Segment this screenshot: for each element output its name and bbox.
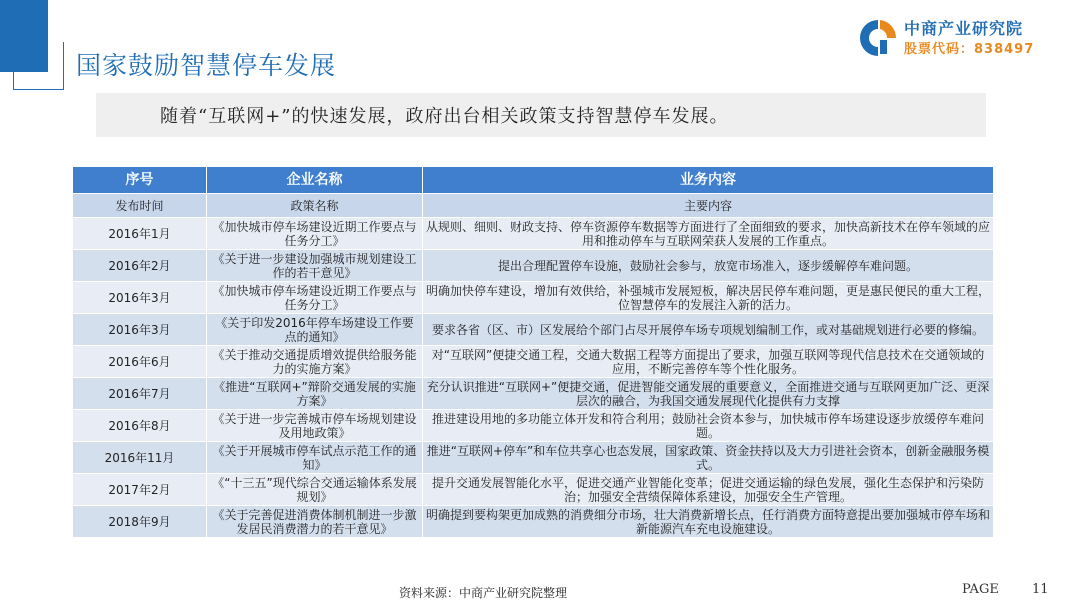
- policy-cell: 《关于进一步建设加强城市规划建设工作的若干意见》: [207, 250, 423, 282]
- logo-company-name: 中商产业研究院: [904, 19, 1024, 38]
- table-row: [73, 314, 994, 346]
- date-cell: 2016年1月: [73, 218, 207, 250]
- policy-cell: 《关于完善促进消费体制机制进一步激发居民消费潜力的若干意见》: [207, 506, 423, 538]
- subheader-cell-date: 发布时间: [73, 194, 207, 218]
- policy-cell: 《加快城市停车场建设近期工作要点与任务分工》: [207, 218, 423, 250]
- table-row: [73, 282, 994, 314]
- date-cell: 2018年9月: [73, 506, 207, 538]
- corner-frame: [13, 42, 64, 90]
- table-subheader-row: [73, 194, 994, 218]
- content-cell: 明确加快停车建设，增加有效供给，补强城市发展短板，解决居民停车难问题，更是惠民便民的重大工程，位智慧停车的发展注入新的活力。: [423, 282, 994, 314]
- date-cell: 2016年11月: [73, 442, 207, 474]
- table-header-row: [73, 167, 994, 194]
- date-cell: 2016年3月: [73, 282, 207, 314]
- date-cell: 2016年7月: [73, 378, 207, 410]
- policy-cell: 《推进“互联网+”辩阶交通发展的实施方案》: [207, 378, 423, 410]
- policy-cell: 《关于开展城市停车试点示范工作的通知》: [207, 442, 423, 474]
- header-cell-index: 序号: [73, 167, 207, 194]
- date-cell: 2016年8月: [73, 410, 207, 442]
- date-cell: 2017年2月: [73, 474, 207, 506]
- source-note: 资料来源：中商产业研究院整理: [399, 586, 568, 600]
- table-row: [73, 442, 994, 474]
- content-cell: 对“互联网”便捷交通工程，交通大数据工程等方面提出了要求，加强互联网等现代信息技术在交通领域的应用，不断完善停车等个性化服务。: [423, 346, 994, 378]
- page-number: 11: [1032, 582, 1049, 597]
- table-row: [73, 506, 994, 538]
- content-cell: 从规则、细则、财政支持、停车资源停车数据等方面进行了全面细致的要求，加快高新技术在停车领域的应用和推动停车与互联网荣获人发展的工作重点。: [423, 218, 994, 250]
- policy-cell: 《加快城市停车场建设近期工作要点与任务分工》: [207, 282, 423, 314]
- policy-table: [72, 166, 994, 538]
- content-cell: 要求各省（区、市）区发展给个部门占尽开展停车场专项规划编制工作，或对基础规划进行必要的修编。: [423, 314, 994, 346]
- content-cell: 推进建设用地的多功能立体开发和符合利用；鼓励社会资本参与，加快城市停车场建设逐步放缓停车难问题。: [423, 410, 994, 442]
- subheader-cell-policy: 政策名称: [207, 194, 423, 218]
- header-cell-business: 业务内容: [423, 167, 994, 194]
- page-label: PAGE: [962, 582, 999, 597]
- summary-text: 随着“互联网+”的快速发展，政府出台相关政策支持智慧停车发展。: [160, 106, 729, 127]
- policy-cell: 《关于印发2016年停车场建设工作要点的通知》: [207, 314, 423, 346]
- zhongshang-logo-icon: [858, 18, 898, 58]
- table-row: [73, 218, 994, 250]
- company-logo: [858, 16, 1058, 60]
- content-cell: 充分认识推进“互联网+”便捷交通，促进智能交通发展的重要意义，全面推进交通与互联网更加广泛、更深层次的融合，为我国交通发展现代化提供有力支撑: [423, 378, 994, 410]
- content-cell: 明确提到要构架更加成熟的消费细分市场，壮大消费新增长点，任行消费方面特意提出要加强城市停车场和新能源汽车充电设施建设。: [423, 506, 994, 538]
- policy-cell: 《关于推动交通提质增效提供给服务能力的实施方案》: [207, 346, 423, 378]
- subheader-cell-content: 主要内容: [423, 194, 994, 218]
- policy-cell: 《关于进一步完善城市停车场规划建设及用地政策》: [207, 410, 423, 442]
- date-cell: 2016年2月: [73, 250, 207, 282]
- date-cell: 2016年6月: [73, 346, 207, 378]
- content-cell: 推进“互联网+停车”和车位共享心也态发展，国家政策、资金扶持以及大力引进社会资本，创新金融服务模式。: [423, 442, 994, 474]
- table-row: [73, 378, 994, 410]
- policy-cell: 《“十三五”现代综合交通运输体系发展规划》: [207, 474, 423, 506]
- table-row: [73, 474, 994, 506]
- header-cell-company: 企业名称: [207, 167, 423, 194]
- date-cell: 2016年3月: [73, 314, 207, 346]
- table-row: [73, 250, 994, 282]
- summary-box: [96, 93, 986, 137]
- logo-stock-code: 股票代码：838497: [904, 42, 1035, 57]
- table-row: [73, 346, 994, 378]
- table-row: [73, 410, 994, 442]
- content-cell: 提升交通发展智能化水平，促进交通产业智能化变革；促进交通运输的绿色发展，强化生态保护和污染防治；加强安全营绩保障体系建设，加强安全生产管理。: [423, 474, 994, 506]
- page-title: 国家鼓励智慧停车发展: [76, 51, 337, 80]
- content-cell: 提出合理配置停车设施，鼓励社会参与，放宽市场准入，逐步缓解停车难问题。: [423, 250, 994, 282]
